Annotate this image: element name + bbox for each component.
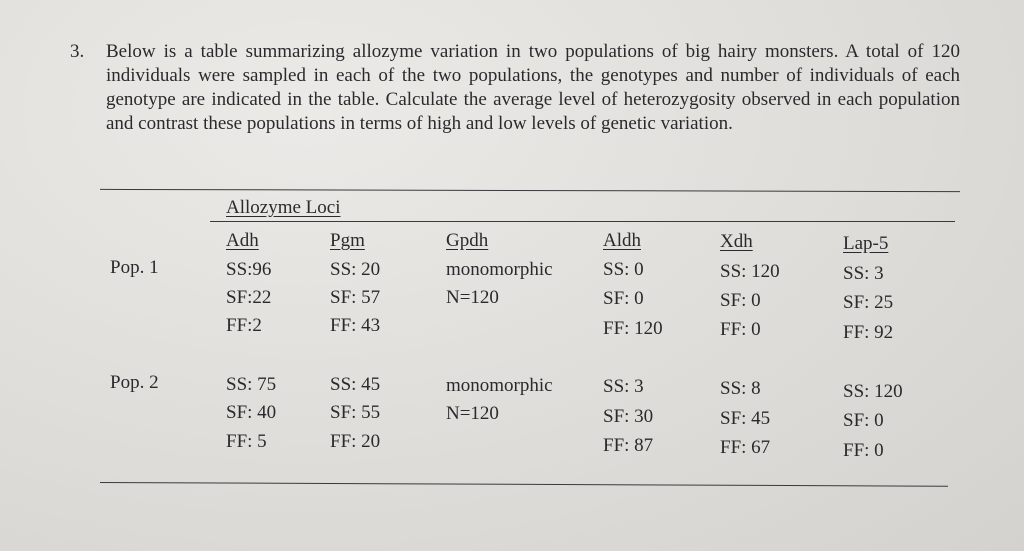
- pop1-lap5-ff: FF: 92: [843, 322, 894, 343]
- locus-header-gpdh: Gpdh: [446, 230, 489, 251]
- pop1-aldh-ss: SS: 0: [603, 259, 644, 280]
- pop1-pgm-ss: SS: 20: [330, 259, 381, 280]
- pop1-xdh-sf: SF: 0: [720, 290, 761, 311]
- pop1-xdh-ss: SS: 120: [720, 261, 780, 282]
- question-number: 3.: [70, 41, 85, 62]
- pop1-aldh-sf: SF: 0: [603, 288, 644, 309]
- locus-header-adh: Adh: [226, 230, 259, 251]
- pop2-pgm-sf: SF: 55: [330, 402, 381, 423]
- pop2-pgm-ss: SS: 45: [330, 374, 381, 395]
- group-header-allozyme-loci: Allozyme Loci: [226, 197, 341, 218]
- pop1-adh-sf: SF:22: [226, 287, 272, 308]
- pop2-aldh-ss: SS: 3: [603, 376, 644, 397]
- pop2-gpdh-n: N=120: [446, 403, 499, 424]
- pop2-adh-sf: SF: 40: [226, 402, 277, 423]
- pop1-xdh-ff: FF: 0: [720, 319, 761, 340]
- pop2-lap5-ss: SS: 120: [843, 381, 903, 402]
- locus-header-xdh: Xdh: [720, 231, 753, 252]
- table-bottom-rule: [100, 482, 948, 487]
- pop2-gpdh-status: monomorphic: [446, 375, 553, 396]
- pop2-xdh-ss: SS: 8: [720, 378, 761, 399]
- loci-header-rule: [210, 221, 955, 222]
- pop2-aldh-ff: FF: 87: [603, 435, 654, 456]
- question-block: [70, 40, 960, 136]
- pop1-gpdh-status: monomorphic: [446, 259, 553, 280]
- pop2-adh-ff: FF: 5: [226, 431, 267, 452]
- locus-header-pgm: Pgm: [330, 230, 365, 251]
- pop1-lap5-ss: SS: 3: [843, 263, 884, 284]
- pop2-lap5-ff: FF: 0: [843, 440, 884, 461]
- pop1-lap5-sf: SF: 25: [843, 292, 894, 313]
- population-label-pop1: Pop. 1: [110, 257, 159, 278]
- pop1-pgm-sf: SF: 57: [330, 287, 381, 308]
- pop1-adh-ff: FF:2: [226, 315, 262, 336]
- locus-header-aldh: Aldh: [603, 230, 641, 251]
- pop2-xdh-sf: SF: 45: [720, 408, 771, 429]
- question-text: Below is a table summarizing allozyme variation in two populations of big hairy monsters. A total of 120 individuals were sampled in each of the two populations, the genotypes and number of individuals of each genotype are indicated in the table. Calculate the average level of heterozygosity observed in each population and contrast these populations in terms of high and low levels of genetic variation.: [106, 41, 960, 134]
- table-top-rule: [100, 189, 960, 192]
- pop2-pgm-ff: FF: 20: [330, 431, 381, 452]
- pop2-xdh-ff: FF: 67: [720, 437, 771, 458]
- pop2-lap5-sf: SF: 0: [843, 410, 884, 431]
- population-label-pop2: Pop. 2: [110, 372, 159, 393]
- pop1-pgm-ff: FF: 43: [330, 315, 381, 336]
- locus-header-lap5: Lap-5: [843, 233, 889, 254]
- pop1-gpdh-n: N=120: [446, 287, 499, 308]
- pop1-adh-ss: SS:96: [226, 259, 272, 280]
- pop1-aldh-ff: FF: 120: [603, 318, 663, 339]
- pop2-aldh-sf: SF: 30: [603, 406, 654, 427]
- pop2-adh-ss: SS: 75: [226, 374, 277, 395]
